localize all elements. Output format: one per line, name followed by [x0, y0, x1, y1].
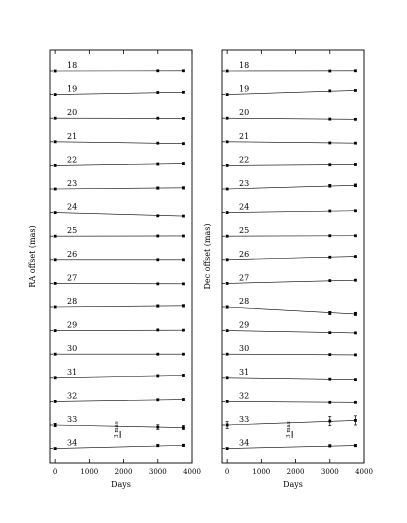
y-axis-label: Dec offset (mas): [203, 223, 212, 290]
x-tick-label: 0: [52, 468, 58, 476]
data-point: [328, 90, 331, 93]
data-point: [54, 329, 57, 332]
data-point: [354, 255, 357, 258]
series-label: 25: [239, 226, 250, 236]
data-point: [354, 89, 357, 92]
scale-bar-label: 3 mas: [114, 421, 121, 438]
series-30: [50, 344, 185, 355]
fit-line: [227, 401, 355, 402]
data-point: [226, 400, 229, 403]
data-point: [54, 424, 57, 427]
series-27: [222, 273, 357, 284]
x-tick-label: 3000: [320, 468, 339, 476]
series-label: 22: [239, 155, 250, 165]
series-22: [50, 155, 185, 166]
series-label: 18: [67, 61, 78, 70]
data-point: [54, 211, 57, 214]
series-26: [50, 250, 185, 261]
series-24: [222, 203, 357, 214]
x-tick-label: 4000: [183, 468, 201, 476]
series-19: [222, 85, 357, 96]
data-point: [182, 426, 185, 429]
data-point: [156, 258, 159, 261]
fit-line: [227, 331, 355, 333]
data-point: [226, 376, 229, 379]
x-axis-label: Days: [283, 480, 303, 489]
series-20: [222, 108, 357, 121]
data-point: [182, 374, 185, 377]
data-point: [182, 353, 185, 356]
data-point: [354, 313, 357, 316]
x-tick-label: 1000: [80, 468, 99, 476]
series-34: [222, 439, 357, 450]
data-point: [54, 70, 57, 73]
data-point: [156, 214, 159, 217]
series-label: 28: [67, 297, 78, 306]
data-point: [156, 375, 159, 378]
series-25: [222, 226, 357, 237]
data-point: [156, 163, 159, 166]
data-point: [226, 447, 229, 450]
series-label: 32: [67, 391, 78, 401]
series-23: [222, 179, 357, 190]
data-point: [182, 258, 185, 261]
data-point: [354, 234, 357, 237]
data-point: [54, 164, 57, 167]
data-point: [328, 70, 331, 73]
data-point: [54, 353, 57, 356]
data-point: [182, 304, 185, 307]
y-axis-label: RA offset (mas): [28, 225, 37, 288]
x-tick-label: 4000: [355, 468, 373, 476]
data-point: [156, 305, 159, 308]
fit-line: [227, 142, 355, 143]
fit-line: [55, 306, 183, 307]
x-tick-label: 2000: [286, 468, 305, 476]
series-label: 20: [239, 108, 250, 118]
data-point: [54, 235, 57, 238]
data-point: [54, 447, 57, 450]
series-label: 34: [67, 438, 78, 448]
data-point: [354, 332, 357, 335]
x-tick-label: 2000: [114, 468, 133, 476]
series-label: 24: [239, 202, 250, 212]
data-point: [354, 401, 357, 404]
series-29: [50, 321, 185, 332]
data-point: [226, 353, 229, 356]
series-label: 19: [67, 84, 78, 94]
series-21: [222, 132, 357, 145]
fit-line: [55, 188, 183, 189]
x-tick-label: 3000: [148, 468, 167, 476]
series-label: 24: [67, 202, 78, 212]
data-point: [182, 235, 185, 238]
data-point: [54, 282, 57, 285]
series-label: 27: [239, 273, 250, 283]
series-23: [50, 179, 185, 190]
data-point: [226, 306, 229, 309]
data-point: [156, 235, 159, 238]
data-point: [156, 353, 159, 356]
data-point: [354, 419, 357, 422]
series-26: [222, 250, 357, 261]
panel-dec: [203, 50, 373, 489]
data-point: [226, 329, 229, 332]
series-label: 30: [67, 344, 78, 354]
data-point: [226, 164, 229, 167]
data-point: [328, 312, 331, 315]
series-label: 32: [239, 391, 250, 401]
data-point: [328, 163, 331, 166]
data-point: [328, 353, 331, 356]
data-point: [328, 444, 331, 447]
data-point: [226, 282, 229, 285]
data-point: [54, 140, 57, 143]
data-point: [328, 401, 331, 404]
data-point: [54, 400, 57, 403]
data-point: [182, 398, 185, 401]
data-point: [354, 142, 357, 145]
data-point: [226, 188, 229, 191]
data-point: [328, 331, 331, 334]
series-label: 21: [239, 131, 250, 141]
data-point: [156, 329, 159, 332]
series-label: 25: [67, 226, 78, 236]
scale-bar-label: 3 mas: [286, 421, 293, 438]
series-22: [222, 155, 357, 166]
series-25: [50, 226, 185, 237]
data-point: [328, 184, 331, 187]
data-point: [156, 444, 159, 447]
series-label: 28: [239, 297, 250, 306]
data-point: [156, 117, 159, 120]
series-label: 27: [67, 273, 78, 283]
data-point: [328, 279, 331, 282]
x-tick-label: 0: [224, 468, 230, 476]
series-label: 33: [239, 415, 250, 424]
series-29: [222, 321, 357, 335]
data-point: [156, 142, 159, 145]
series-20: [50, 108, 185, 120]
data-point: [54, 188, 57, 191]
data-point: [54, 117, 57, 120]
panel-ra: [28, 50, 201, 489]
series-32: [50, 391, 185, 402]
series-label: 34: [239, 438, 250, 448]
data-point: [54, 258, 57, 261]
series-18: [222, 61, 357, 72]
data-point: [226, 211, 229, 214]
series-label: 18: [239, 61, 250, 70]
data-point: [182, 282, 185, 285]
data-point: [182, 117, 185, 120]
series-label: 29: [67, 320, 78, 330]
data-point: [354, 69, 357, 72]
series-28: [222, 297, 357, 316]
data-point: [182, 444, 185, 447]
data-point: [182, 162, 185, 165]
series-28: [50, 297, 185, 308]
data-point: [354, 209, 357, 212]
data-point: [354, 444, 357, 447]
data-point: [354, 118, 357, 121]
fit-line: [227, 164, 355, 165]
data-point: [354, 184, 357, 187]
data-point: [182, 69, 185, 72]
series-30: [222, 344, 357, 356]
series-34: [50, 439, 185, 450]
data-point: [328, 420, 331, 423]
series-31: [50, 368, 185, 379]
data-point: [182, 215, 185, 218]
data-point: [328, 118, 331, 121]
data-point: [354, 279, 357, 282]
series-label: 23: [67, 179, 78, 188]
series-21: [50, 132, 185, 145]
series-label: 31: [67, 367, 78, 377]
data-point: [226, 258, 229, 261]
series-19: [50, 85, 185, 96]
series-label: 26: [67, 249, 78, 259]
series-label: 23: [239, 179, 250, 188]
data-point: [328, 378, 331, 381]
data-point: [182, 142, 185, 145]
series-label: 22: [67, 155, 78, 165]
series-label: 29: [239, 320, 250, 330]
data-point: [226, 424, 229, 427]
data-point: [226, 70, 229, 73]
data-point: [54, 376, 57, 379]
series-label: 19: [239, 84, 250, 94]
data-point: [328, 210, 331, 213]
data-point: [182, 91, 185, 94]
data-point: [354, 163, 357, 166]
data-point: [328, 142, 331, 145]
data-point: [156, 282, 159, 285]
series-27: [50, 273, 185, 285]
data-point: [226, 235, 229, 238]
data-point: [182, 329, 185, 332]
x-tick-label: 1000: [252, 468, 271, 476]
data-point: [354, 378, 357, 381]
x-axis-label: Days: [111, 480, 131, 489]
data-point: [328, 256, 331, 259]
data-point: [226, 117, 229, 120]
series-label: 31: [239, 367, 250, 377]
fit-line: [227, 118, 355, 119]
series-32: [222, 391, 357, 403]
data-point: [156, 426, 159, 429]
series-label: 30: [239, 344, 250, 354]
data-point: [328, 234, 331, 237]
series-label: 33: [67, 415, 78, 424]
data-point: [226, 140, 229, 143]
series-24: [50, 203, 185, 218]
fit-line: [227, 307, 355, 314]
series-label: 20: [67, 108, 78, 118]
data-point: [156, 91, 159, 94]
series-31: [222, 368, 357, 381]
series-label: 26: [239, 249, 250, 259]
fit-line: [227, 354, 355, 355]
data-point: [182, 186, 185, 189]
series-18: [50, 61, 185, 72]
data-point: [156, 187, 159, 190]
data-point: [226, 93, 229, 96]
series-label: 21: [67, 131, 78, 141]
data-point: [354, 353, 357, 356]
data-point: [156, 398, 159, 401]
data-point: [54, 306, 57, 309]
data-point: [54, 93, 57, 96]
data-point: [156, 69, 159, 72]
fit-line: [227, 378, 355, 380]
fit-line: [55, 142, 183, 144]
fit-line: [55, 213, 183, 216]
